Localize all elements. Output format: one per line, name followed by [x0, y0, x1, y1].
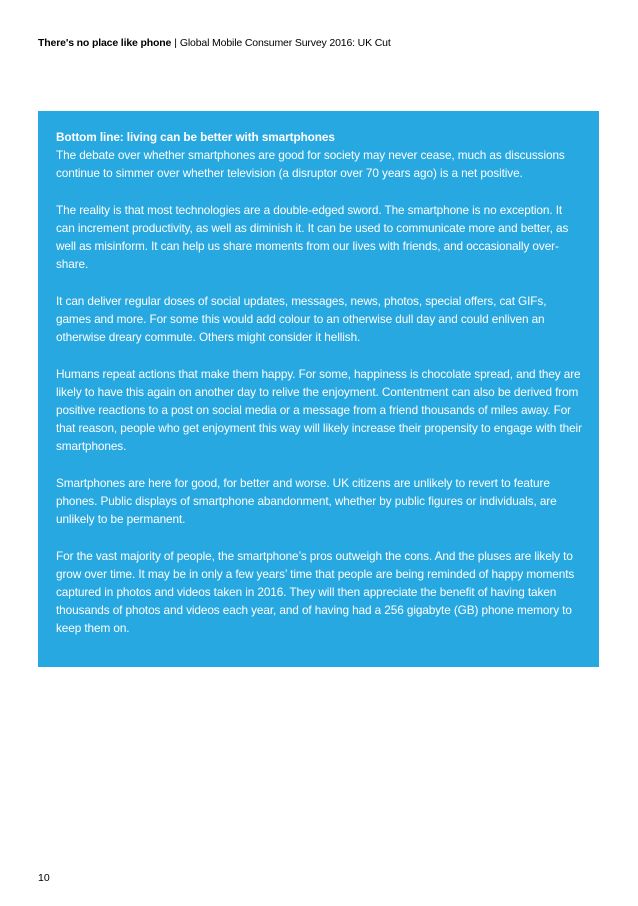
callout-paragraph-double-edged: The reality is that most technologies are a double-edged sword. The smartphone is no exception. It can increment productivity, as well as diminish it. It can be used to communicate more and better, as well as misinform. It can help us share moments from our lives with friends, and occasionally over-share. — [56, 202, 569, 272]
callout-paragraph-regular-doses: It can deliver regular doses of social updates, messages, news, photos, special offers, cat GIFs, games and more. For some this would add colour to an otherwise dull day and could enliven an otherwise dreary commute. Others might consider it hellish. — [56, 293, 547, 345]
callout-paragraph-here-for-good: Smartphones are here for good, for better and worse. UK citizens are unlikely to revert to feature phones. Public displays of smartphone abandonment, whether by public figures or individuals, are unlikely to be permanent. — [56, 475, 557, 527]
callout-paragraph-happiness: Humans repeat actions that make them happy. For some, happiness is chocolate spread, and they are likely to have this again on another day to relive the enjoyment. Contentment can also be derived from positive reactions to a post on social media or a message from a friend thousands of miles away. For that reason, people who get enjoyment this way will likely increase their propensity to engage with their smartphones. — [56, 366, 582, 454]
report-title: There's no place like phone — [38, 37, 172, 49]
callout-heading: Bottom line: living can be better with smartphones — [56, 130, 335, 144]
running-header — [38, 37, 391, 49]
bottom-line-callout — [38, 111, 599, 667]
page-number: 10 — [38, 872, 50, 884]
callout-paragraph-debate: The debate over whether smartphones are good for society may never cease, much as discussions continue to simmer over whether television (a disruptor over 70 years ago) is a net positive. — [56, 148, 565, 181]
callout-paragraph-pros-outweigh-cons: For the vast majority of people, the smartphone’s pros outweigh the cons. And the pluses are likely to grow over time. It may be in only a few years’ time that people are being reminded of happy moments captured in photos and videos taken in 2016. They will then appreciate the benefit of having taken thousands of photos and videos each year, and of having had a 256 gigabyte (GB) phone memory to keep them on. — [56, 548, 575, 636]
report-subtitle: Global Mobile Consumer Survey 2016: UK Cut — [179, 37, 391, 49]
header-separator: | — [174, 37, 177, 49]
